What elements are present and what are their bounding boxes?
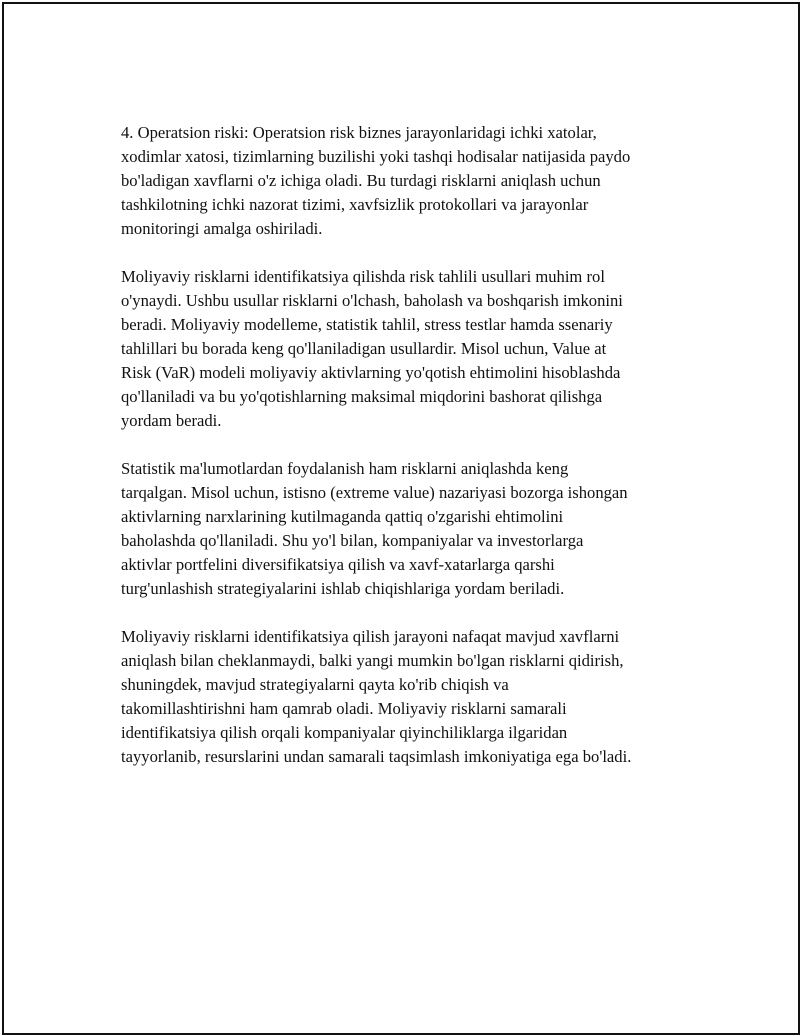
page-frame (2, 2, 800, 1035)
text-line: baholashda qo'llaniladi. Shu yo'l bilan, kompaniyalar va investorlarga (121, 531, 584, 550)
text-line: qo'llaniladi va bu yo'qotishlarning maksimal miqdorini bashorat qilishga (121, 387, 603, 406)
text-line: bo'ladigan xavflarni o'z ichiga oladi. Bu turdagi risklarni aniqlash uchun (121, 171, 601, 190)
text-line: turg'unlashish strategiyalarini ishlab chiqishlariga yordam beriladi. (121, 579, 565, 598)
text-line: yordam beradi. (121, 411, 222, 430)
document-body (121, 121, 701, 793)
text-line: tahlillari bu borada keng qo'llaniladigan usullardir. Misol uchun, Value at (121, 339, 607, 358)
text-line: 4. Operatsion riski: Operatsion risk biznes jarayonlaridagi ichki xatolar, (121, 123, 597, 142)
text-line: tashkilotning ichki nazorat tizimi, xavfsizlik protokollari va jarayonlar (121, 195, 589, 214)
text-line: aniqlash bilan cheklanmaydi, balki yangi mumkin bo'lgan risklarni qidirish, (121, 651, 624, 670)
text-line: shuningdek, mavjud strategiyalarni qayta ko'rib chiqish va (121, 675, 509, 694)
text-line: identifikatsiya qilish orqali kompaniyalar qiyinchiliklarga ilgaridan (121, 723, 568, 742)
text-line: tarqalgan. Misol uchun, istisno (extreme value) nazariyasi bozorga ishongan (121, 483, 628, 502)
text-line: xodimlar xatosi, tizimlarning buzilishi yoki tashqi hodisalar natijasida paydo (121, 147, 631, 166)
paragraph-statistical-data (121, 457, 701, 601)
paragraph-identification-process (121, 625, 701, 769)
text-line: takomillashtirishni ham qamrab oladi. Moliyaviy risklarni samarali (121, 699, 567, 718)
paragraph-risk-analysis-methods (121, 265, 701, 433)
text-line: aktivlar portfelini diversifikatsiya qilish va xavf-xatarlarga qarshi (121, 555, 555, 574)
text-line: Moliyaviy risklarni identifikatsiya qilishda risk tahlili usullari muhim rol (121, 267, 605, 286)
text-line: o'ynaydi. Ushbu usullar risklarni o'lchash, baholash va boshqarish imkonini (121, 291, 623, 310)
text-line: monitoringi amalga oshiriladi. (121, 219, 323, 238)
paragraph-operational-risk (121, 121, 701, 241)
text-line: Statistik ma'lumotlardan foydalanish ham risklarni aniqlashda keng (121, 459, 569, 478)
text-line: Moliyaviy risklarni identifikatsiya qilish jarayoni nafaqat mavjud xavflarni (121, 627, 620, 646)
text-line: tayyorlanib, resurslarini undan samarali taqsimlash imkoniyatiga ega bo'ladi. (121, 747, 632, 766)
text-line: Risk (VaR) modeli moliyaviy aktivlarning yo'qotish ehtimolini hisoblashda (121, 363, 621, 382)
text-line: aktivlarning narxlarining kutilmaganda qattiq o'zgarishi ehtimolini (121, 507, 564, 526)
text-line: beradi. Moliyaviy modelleme, statistik tahlil, stress testlar hamda ssenariy (121, 315, 613, 334)
